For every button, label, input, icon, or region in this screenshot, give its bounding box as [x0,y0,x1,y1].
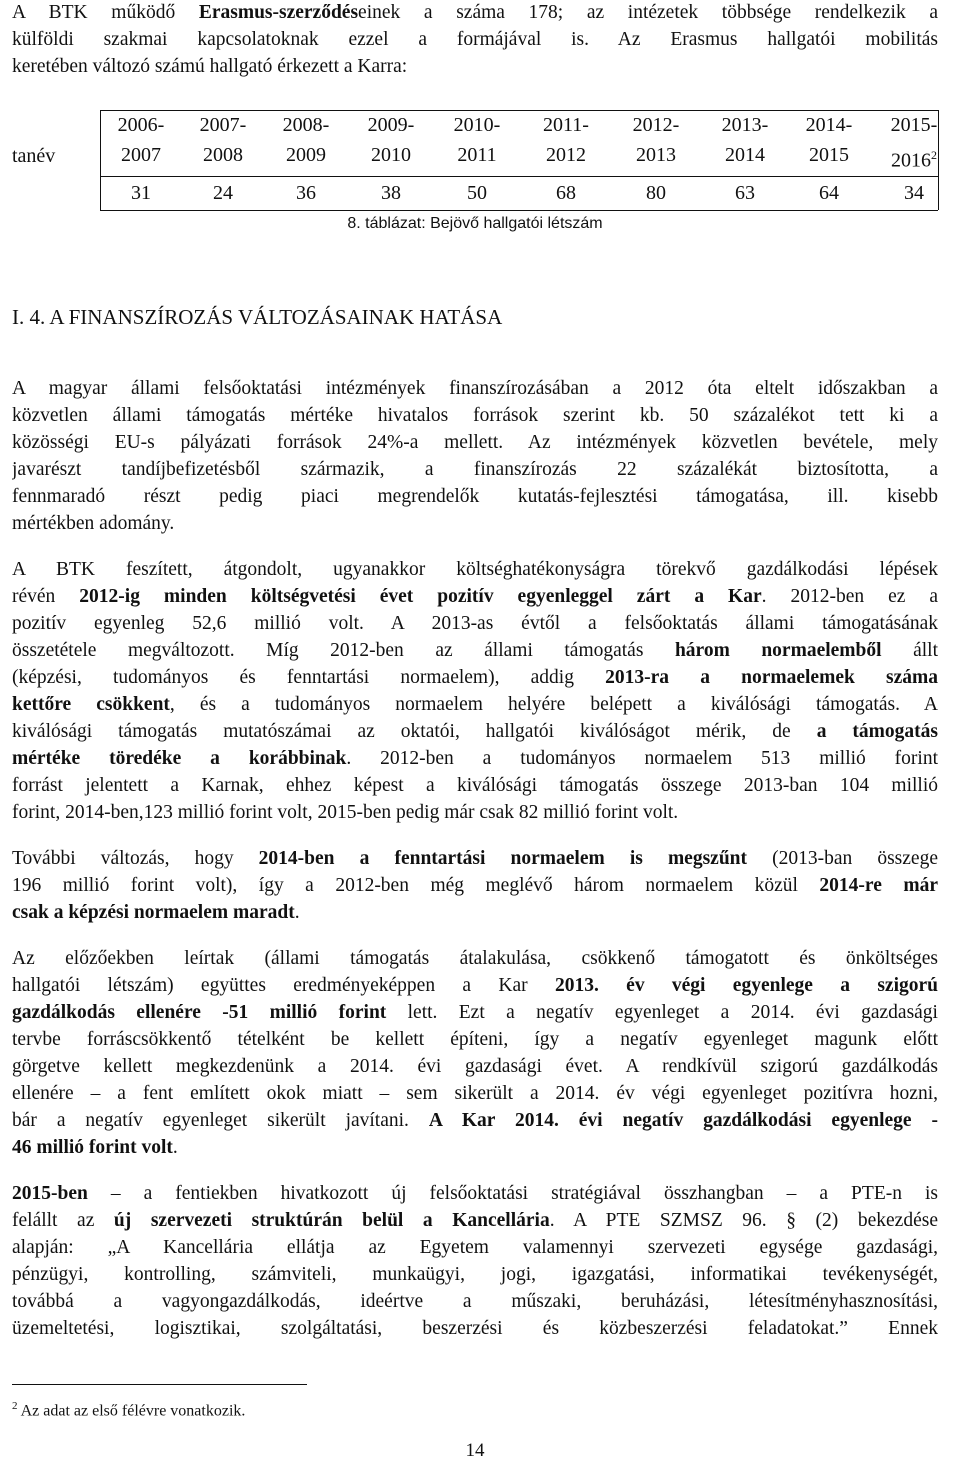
p5-line: pénzügyi, kontrolling, számviteli, munkaügyi, jogi, igazgatási, informatikai tevékenységét, [12,1264,938,1285]
p5-line: felállt az új szervezeti struktúrán belül a Kancellária. A PTE SZMSZ 96. § (2) bekezdése [12,1210,938,1231]
p1-line: javarészt tandíjbefizetésből származik, a finanszírozás 22 százalékát biztosította, a [12,459,938,480]
table-year: 2013- 2014 [721,114,769,166]
p2-line: révén 2012-ig minden költségvetési évet pozitív egyenleggel zárt a Kar. 2012-ben ez a [12,586,938,607]
footnote [12,1400,245,1420]
table-cell: 24 [213,182,233,204]
table-mid-border [100,176,938,177]
table-cell: 80 [646,182,666,204]
table-bottom-border [100,210,938,211]
footnote-mark: 2 [12,1400,18,1412]
intro-line-3: keretében változó számú hallgató érkezett a Karra: [12,56,408,77]
p2-line: A BTK feszített, átgondolt, ugyanakkor költséghatékonyságra törekvő gazdálkodási lépések [12,559,938,580]
table-cell: 68 [556,182,576,204]
footnote-ref: 2 [931,148,937,162]
intro-line-2: külföldi szakmai kapcsolatoknak ezzel a formájával is. Az Erasmus hallgatói mobilitás [12,29,938,50]
table-year: 2014- 2015 [805,114,853,166]
p2-line: kiválósági támogatás mutatószámai az oktatói, hallgatói kiválóságot mérik, de a támogatás [12,721,938,742]
p4-line: 46 millió forint volt. [12,1137,178,1158]
p2-line: forrást jelentett a Karnak, ehhez képest a kiválósági támogatás összege 2013-ban 104 millió [12,775,938,796]
p1-line: A magyar állami felsőoktatási intézmények finanszírozásában a 2012 óta eltelt időszakban a [12,378,938,399]
table-year: 2007- 2008 [199,114,247,166]
p2-line: összetétele megváltozott. Míg 2012-ben az állami támogatás három normaelemből állt [12,640,938,661]
table-year: 2009- 2010 [367,114,415,166]
p4-line: görgetve kellett megkezdenünk a 2014. évi gazdasági évet. A rendkívül szigorú gazdálkodás [12,1056,938,1077]
p3-line: További változás, hogy 2014-ben a fenntartási normaelem is megszűnt (2013-ban összege [12,848,938,869]
intro-line-1: A BTK működő Erasmus-szerződéseinek a száma 178; az intézetek többsége rendelkezik a [12,2,938,23]
p3-line: csak a képzési normaelem maradt. [12,902,300,923]
p1-line: fennmaradó részt pedig piaci megrendelők kutatás-fejlesztési támogatása, ill. kisebb [12,486,938,507]
table-cell: 63 [735,182,755,204]
table-year: 2012- 2013 [632,114,680,166]
p2-line: kettőre csökkent, és a tudományos normaelem helyére belépett a kiválósági támogatás. A [12,694,938,715]
footnote-divider [12,1384,307,1385]
table-cell: 31 [131,182,151,204]
p1-line: közvetlen állami támogatás mértéke hivatalos források szerint kb. 50 százalékot tett ki a [12,405,938,426]
p2-line: mértéke töredéke a korábbinak. 2012-ben a tudományos normaelem 513 millió forint [12,748,938,769]
table-cell: 38 [381,182,401,204]
table-row-label: tanév [12,145,56,167]
table-year: 2006- 2007 [117,114,165,166]
table-year: 2015- 2016$^2$ [890,114,938,172]
p3-line: 196 millió forint volt), így a 2012-ben még meglévő három normaelem közül 2014-re már [12,875,938,896]
footnote-text: Az adat az első félévre vonatkozik. [17,1402,246,1420]
table-cell: 64 [819,182,839,204]
p4-line: ellenére – a fent említett okok miatt – sem sikerült a 2014. év végi egyenleget pozitívra hozni, [12,1083,938,1104]
p2-line: (képzési, tudományos és fenntartási normaelem), addig 2013-ra a normaelemek száma [12,667,938,688]
table-year: 2011- 2012 [543,114,589,166]
page-number: 14 [465,1440,485,1461]
p4-line: bár a negatív egyenleget sikerült javítani. A Kar 2014. évi negatív gazdálkodási egyenlege - [12,1110,938,1131]
p4-line: Az előzőekben leírtak (állami támogatás átalakulása, csökkenő támogatott és önköltséges [12,948,938,969]
table-cell: 36 [296,182,316,204]
p5-line: alapján: „A Kancellária ellátja az Egyetem valamennyi szervezeti egysége gazdasági, [12,1237,938,1258]
p5-line: üzemeltetési, logisztikai, szolgáltatási, beszerzési és közbeszerzési feladatokat.” Ennek [12,1318,938,1339]
p1-line: mértékben adomány. [12,513,175,534]
table-year: 2008- 2009 [282,114,330,166]
p4-line: tervbe forráscsökkentő tételként be kellett építeni, így a negatív egyenleget magunk előtt [12,1029,938,1050]
table-year: 2010- 2011 [453,114,501,166]
table-caption: 8. táblázat: Bejövő hallgatói létszám [347,215,603,232]
p5-line: 2015-ben – a fentiekben hivatkozott új felsőoktatási stratégiával összhangban – a PTE-n is [12,1183,938,1204]
table-cell: 34 [904,182,924,204]
section-heading: I. 4. A FINANSZÍROZÁS VÁLTOZÁSAINAK HATÁSA [12,305,503,329]
p4-line: gazdálkodás ellenére -51 millió forint lett. Ezt a negatív egyenleget a 2014. évi gazdasági [12,1002,938,1023]
p2-line: forint, 2014-ben,123 millió forint volt, 2015-ben pedig már csak 82 millió forint volt. [12,802,679,823]
p5-line: továbbá a vagyongazdálkodás, ideértve a műszaki, beruházási, létesítményhasznosítási, [12,1291,938,1312]
table-cell: 50 [467,182,487,204]
p4-line: hallgatói létszám) együttes eredményeképpen a Kar 2013. év végi egyenlege a szigorú [12,975,938,996]
p2-line: pozitív egyenleg 52,6 millió volt. A 2013-as évtől a felsőoktatás állami támogatásának [12,613,938,634]
p1-line: közösségi EU-s pályázati források 24%-a mellett. Az intézmények közvetlen bevétele, mely [12,432,938,453]
